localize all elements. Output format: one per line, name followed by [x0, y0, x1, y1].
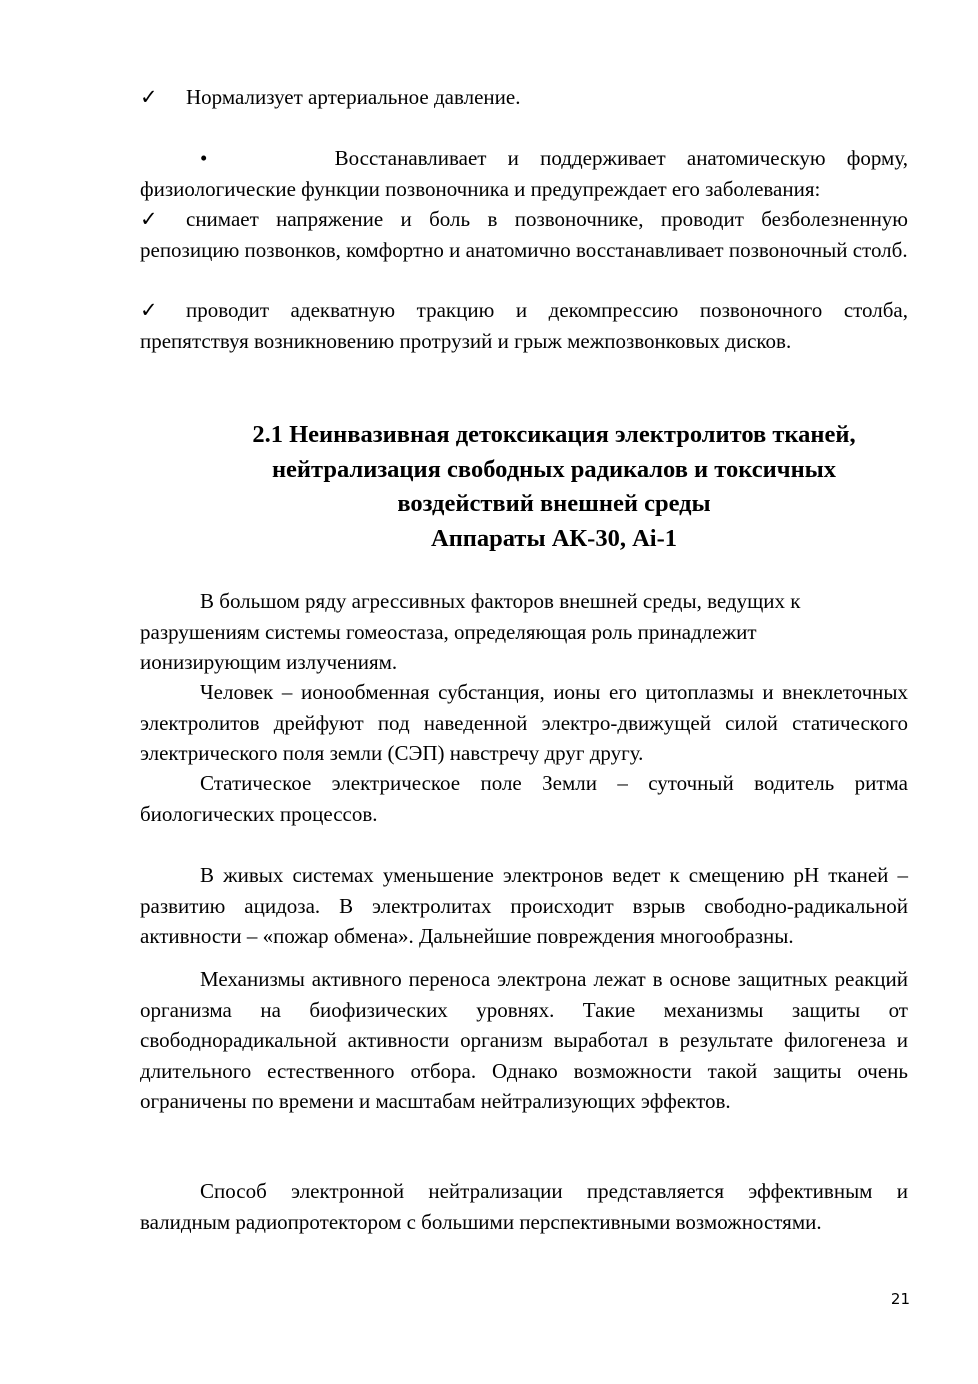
- bullet-icon: •: [200, 146, 208, 170]
- heading-line: воздействий внешней среды: [397, 490, 711, 517]
- checklist-item-text: Нормализует артериальное давление.: [186, 85, 521, 109]
- paragraph-line: ионизирующим излучениям.: [140, 650, 398, 674]
- check-mark-icon: ✓: [140, 298, 158, 322]
- heading-line: 2.1 Неинвазивная детоксикация электролитов тканей,: [252, 421, 856, 448]
- paragraph-line: разрушениям системы гомеостаза, определяющая роль принадлежит: [140, 619, 757, 644]
- heading-line: Аппараты АК-30, Ai-1: [431, 524, 677, 552]
- checklist-item-text: снимает напряжение и боль в позвоночнике, проводит безболезненную репозицию позвонков, комфортно и анатомично восстанавливает позвоночный столб.: [140, 207, 908, 262]
- paragraph-ionizing: [140, 586, 908, 678]
- paragraph-electron-transfer: Механизмы активного переноса электрона лежат в основе защитных реакций организма на биофизических уровнях. Такие механизмы защиты от свободнорадикальной активности организм выработал в результате филогенеза и длительного естественного отбора. Однако возможности такой защиты очень ограничены по времени и масштабам нейтрализующих эффектов.: [140, 967, 908, 1113]
- check-mark-icon: ✓: [140, 207, 158, 231]
- checklist-item-bp: [140, 82, 908, 113]
- bullet-item-text: Восстанавливает и поддерживает анатомическую форму, физиологические функции позвоночника и предупреждает его заболевания:: [140, 146, 908, 201]
- check-mark-icon: ✓: [140, 85, 158, 109]
- section-heading: [200, 418, 908, 556]
- paragraph-acidosis: В живых системах уменьшение электронов ведет к смещению pH тканей – развитию ацидоза. В электролитах происходит взрыв свободно-радикальной активности – «пожар обмена». Дальнейшие повреждения многообразны.: [140, 863, 908, 948]
- page-number: 21: [890, 1290, 910, 1308]
- checklist-item-spine-2: [140, 295, 908, 356]
- checklist-item-spine-1: [140, 204, 908, 265]
- paragraph-ion-exchange: Человек – ионообменная субстанция, ионы его цитоплазмы и внеклеточных электролитов дрейфуют под наведенной электро-движущей силой статического электрического поля земли (СЭП) навстречу друг другу.: [140, 680, 908, 765]
- heading-line: нейтрализация свободных радикалов и токсичных: [271, 455, 837, 483]
- bullet-item-spine: [140, 143, 908, 204]
- paragraph-static-field: Статическое электрическое поле Земли – суточный водитель ритма биологических процессов.: [140, 771, 908, 826]
- checklist-item-text: проводит адекватную тракцию и декомпрессию позвоночного столба, препятствуя возникновению протрузий и грыж межпозвонковых дисков.: [140, 298, 908, 353]
- paragraph-neutralization: Способ электронной нейтрализации представляется эффективным и валидным радиопротектором с большими перспективными возможностями.: [140, 1179, 908, 1234]
- paragraph-line: В большом ряду агрессивных факторов внешней среды, ведущих к: [200, 589, 801, 613]
